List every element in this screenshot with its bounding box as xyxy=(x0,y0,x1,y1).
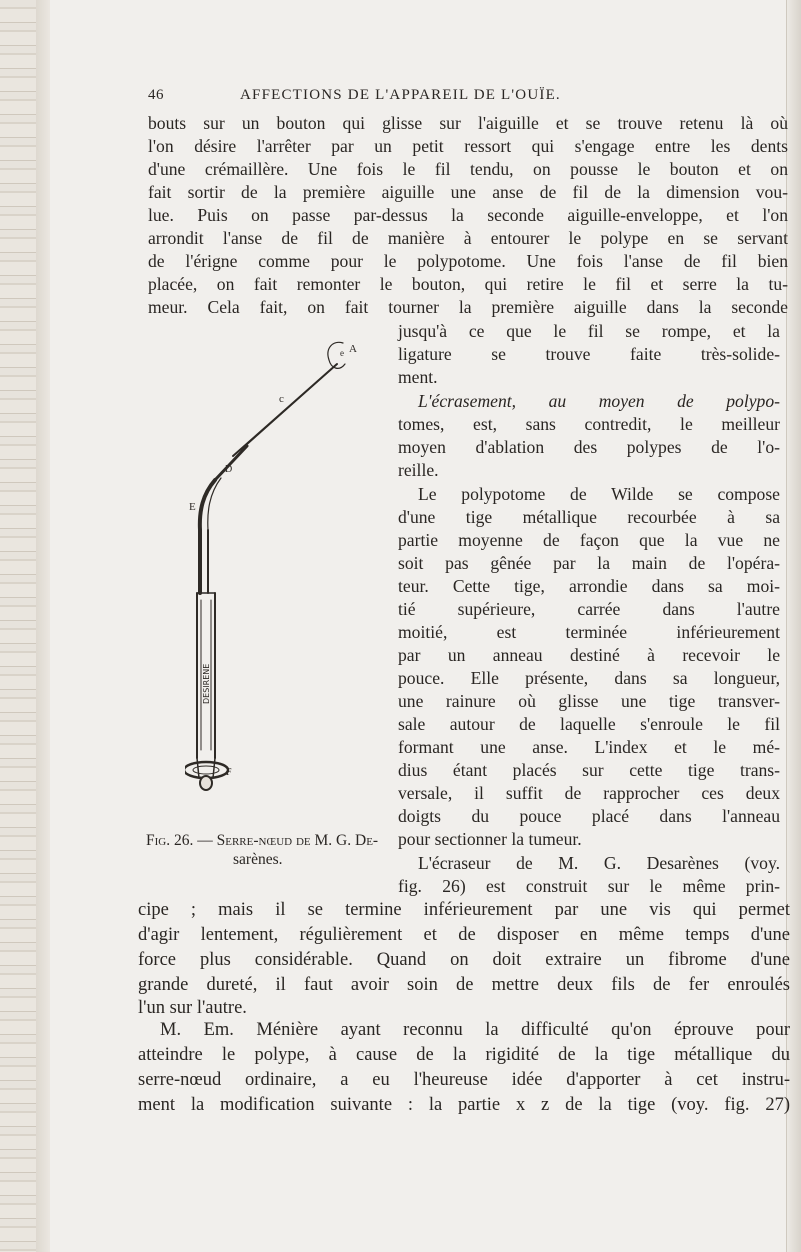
text-line: L'écrasement, au moyen de polypo- xyxy=(418,391,780,411)
page-number: 46 xyxy=(148,87,164,103)
text-line: doigts du pouce placé dans l'anneau xyxy=(398,806,780,826)
text-line: arrondit l'anse de fil de manière à entourer le polype en se servant xyxy=(148,228,788,248)
figure-26-illustration xyxy=(185,338,401,793)
text-line: une rainure où glisse une tige transver- xyxy=(398,691,780,711)
text-line: pour sectionner la tumeur. xyxy=(398,829,582,849)
figure-label-e: e xyxy=(340,348,344,358)
figure-label-d: D xyxy=(225,464,233,475)
text-line: L'écraseur de M. G. Desarènes (voy. xyxy=(418,853,780,873)
text-line: soit pas gênée par la main de l'opéra- xyxy=(398,553,780,573)
text-line: d'une tige métallique recourbée à sa xyxy=(398,507,780,527)
text-line: grande dureté, il faut avoir soin de mettre deux fils de fer enroulés xyxy=(138,975,790,995)
text-line: placée, on fait remonter le bouton, qui retire le fil et serre la tu- xyxy=(148,274,788,294)
text-line: moitié, est terminée inférieurement xyxy=(398,622,780,642)
text-line: jusqu'à ce que le fil se rompe, et la xyxy=(398,321,780,341)
text-line: ligature se trouve faite très-solide- xyxy=(398,344,780,364)
text-line: ment. xyxy=(398,367,438,387)
text-line: versale, il suffit de rapprocher ces deux xyxy=(398,783,780,803)
text-line: reille. xyxy=(398,460,439,480)
text-line: M. Em. Ménière ayant reconnu la difficulté qu'on éprouve pour xyxy=(160,1020,790,1040)
figure-label-a: A xyxy=(349,343,357,355)
text-line: fig. 26) est construit sur le même prin- xyxy=(398,876,780,896)
figure-label-c: c xyxy=(279,393,284,405)
text-line: lue. Puis on passe par-dessus la seconde aiguille-enveloppe, et l'on xyxy=(148,205,788,225)
running-title: AFFECTIONS DE L'APPAREIL DE L'OUÏE. xyxy=(240,87,561,103)
text-line: cipe ; mais il se termine inférieurement par une vis qui permet xyxy=(138,900,790,920)
figure-engraving: DESIRENE xyxy=(202,663,211,704)
text-line: bouts sur un bouton qui glisse sur l'aiguille et se trouve retenu là où xyxy=(148,113,788,133)
text-line: l'un sur l'autre. xyxy=(138,998,247,1018)
text-line: d'une crémaillère. Une fois le fil tendu, on pousse le bouton et on xyxy=(148,159,788,179)
text-line: meur. Cela fait, on fait tourner la première aiguille dans la seconde xyxy=(148,297,788,317)
text-line: fait sortir de la première aiguille une anse de fil de la dimension vou- xyxy=(148,182,788,202)
text-line: moyen d'ablation des polypes de l'o- xyxy=(398,437,780,457)
text-line: teur. Cette tige, arrondie dans sa moi- xyxy=(398,576,780,596)
figure-caption-line2: sarènes. xyxy=(233,851,283,868)
text-line: l'on désire l'arrêter par un petit ressort qui s'engage entre les dents xyxy=(148,136,788,156)
text-line: atteindre le polype, à cause de la rigidité de la tige métallique du xyxy=(138,1045,790,1065)
text-line: tomes, est, sans contredit, le meilleur xyxy=(398,414,780,434)
text-line: ment la modification suivante : la partie x z de la tige (voy. fig. 27) xyxy=(138,1095,790,1115)
text-line: d'agir lentement, régulièrement et de disposer en même temps d'une xyxy=(138,925,790,945)
text-line: tié supérieure, carrée dans l'autre xyxy=(398,599,780,619)
figure-label-f: F xyxy=(226,767,232,778)
text-line: pouce. Elle présente, dans sa longueur, xyxy=(398,668,780,688)
text-line: de l'érigne comme pour le polypotome. Une fois l'anse de fil bien xyxy=(148,251,788,271)
figure-caption-line1: Fig. 26. — Serre-nœud de M. G. De- xyxy=(146,832,379,849)
text-line: dius étant placés sur cette tige trans- xyxy=(398,760,780,780)
text-line: Le polypotome de Wilde se compose xyxy=(418,484,780,504)
text-line: sale autour de laquelle s'enroule le fil xyxy=(398,714,780,734)
text-line: formant une anse. L'index et le mé- xyxy=(398,737,780,757)
text-line: force plus considérable. Quand on doit extraire un fibrome d'une xyxy=(138,950,790,970)
text-line: par un anneau destiné à recevoir le xyxy=(398,645,780,665)
figure-label-b: E xyxy=(189,501,196,513)
text-line: partie moyenne de façon que la vue ne xyxy=(398,530,780,550)
text-line: serre-nœud ordinaire, a eu l'heureuse idée d'apporter à cet instru- xyxy=(138,1070,790,1090)
